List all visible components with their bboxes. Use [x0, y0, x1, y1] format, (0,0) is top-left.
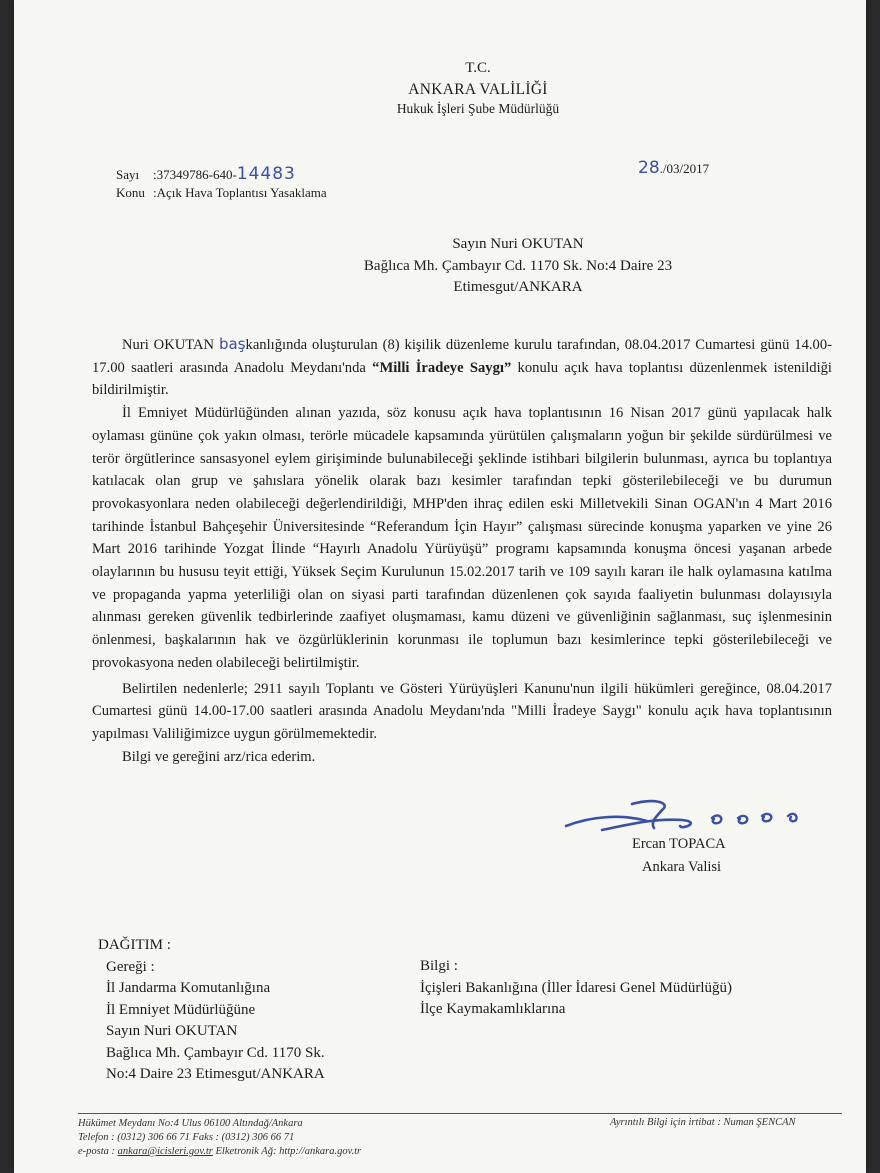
distribution-right	[420, 956, 732, 1021]
bilgi-item: İçişleri Bakanlığına (İller İdaresi Genel Müdürlüğü)	[420, 979, 732, 996]
recipient-name: Sayın Nuri OKUTAN	[452, 236, 584, 252]
distribution-heading: DAĞITIM :	[98, 937, 171, 953]
konu-value: :Açık Hava Toplantısı Yasaklama	[153, 185, 327, 200]
date-handwritten-day: 28	[638, 158, 660, 178]
sayi-line	[116, 164, 296, 184]
email-link[interactable]: ankara@icisleri.gov.tr	[117, 1146, 213, 1157]
gereği-item: No:4 Daire 23 Etimesgut/ANKARA	[106, 1066, 325, 1082]
paragraph-1: Nuri OKUTAN başkanlığında oluşturulan (8) kişilik düzenleme kurulu tarafından, 08.04.2017 Cumartesi günü 14.00-17.00 saatleri arasında Anadolu Meydanı'nda “Milli İradeye Saygı” konulu açık hava toplantısı düzenlenmek istenildiği bildirilmiştir.	[92, 335, 832, 399]
footer-phone: Telefon : (0312) 306 66 71 Faks : (0312) 306 66 71	[78, 1132, 295, 1143]
date-line	[638, 158, 709, 178]
header-tc: T.C.	[465, 60, 491, 76]
paragraph-2: İl Emniyet Müdürlüğünden alınan yazıda, söz konusu açık hava toplantısının 16 Nisan 2017 günü yapılacak halk oylaması gününe çok yakın olması, terörle mücadele kapsamında yürütülen çalışmaların yoğun bir şekilde sürdürülmesi ve terör örgütlerince sansasyonel eylem girişiminde bulunabileceği şeklinde istihbari bilgilerin bulunması, ayrıca bu toplantıya katılacak olan grup ve şahıslara yönelik olarak bazı kesimler tarafından tepki gösterilebileceği ve bu durumun provokasyonlara neden olabileceği değerlendirildiği, MHP'den ihraç edilen eski Milletvekili Sinan OGAN'ın 4 Mart 2016 tarihinde İstanbul Bahçeşehir Üniversitesinde “Referandum İçin Hayır” çalışması sürecinde konuşma yaparken ve yine 26 Mart 2016 tarihinde Yozgat İlinde “Hayırlı Anadolu Yürüyüşü” programı kapsamında konuşma öncesi yaşanan arbede olaylarının bu hususu teyit ettiği, Yüksek Seçim Kurulunun 15.02.2017 tarih ve 109 sayılı kararı ile halk oylamasına katılma ve propaganda yapma yeterliliği olan on siyasi parti tarafından düzenlenen çok sayıda faaliyetin bulunması dolayısıyla alınması gereken güvenlik tedbirlerinde zaafiyet oluşmaması, kamu düzeni ve güvenliğinin sağlanması, suç işlenmesinin önlenmesi, başkalarının hak ve özgürlüklerinin korunması ile toplumun bazı kesimlerince tepki gösterilebileceği ve provokasyona neden olabileceği belirtilmiştir.	[92, 405, 832, 671]
footer-contact-line: e-posta : ankara@icisleri.gov.tr Elketronik Ağ: http://ankara.gov.tr	[78, 1146, 362, 1157]
date-rest: ./03/2017	[659, 161, 710, 176]
konu-line	[116, 185, 327, 201]
signatory-title: Ankara Valisi	[642, 859, 722, 875]
sayi-label: Sayı	[116, 167, 140, 182]
paragraph-3: Belirtilen nedenlerle; 2911 sayılı Toplantı ve Gösteri Yürüyüşleri Kanunu'nun ilgili hükümleri gereğince, 08.04.2017 Cumartesi günü 14.00-17.00 saatleri arasında Anadolu Meydanı'nda "Milli İradeye Saygı" konulu açık hava toplantısının yapılması Valiliğimizce uygun görülmemektedir.	[92, 680, 832, 742]
footer-contact-person: Ayrıntılı Bilgi için irtibat : Numan ŞENCAN	[610, 1117, 796, 1128]
handwritten-correction: baş	[219, 335, 246, 353]
document-page	[14, 0, 866, 1173]
footer-address	[78, 1117, 361, 1159]
footer-street: Hükümet Meydanı No:4 Ulus 06100 Altındağ/Ankara	[78, 1118, 303, 1129]
distribution-left	[98, 935, 325, 1086]
header-department: Hukuk İşleri Şube Müdürlüğü	[396, 101, 560, 116]
bilgi-item: İlçe Kaymakamlıklarına	[420, 1001, 566, 1017]
gereği-item: Sayın Nuri OKUTAN	[106, 1023, 238, 1039]
paragraph-4: Bilgi ve gereğini arz/rica ederim.	[122, 748, 316, 765]
recipient-city: Etimesgut/ANKARA	[453, 279, 583, 295]
sayi-handwritten-number: 14483	[236, 164, 296, 184]
footer-rule	[78, 1113, 842, 1114]
bilgi-label: Bilgi :	[420, 958, 458, 974]
gereği-item: Bağlıca Mh. Çambayır Cd. 1170 Sk.	[106, 1044, 325, 1061]
letter-body	[92, 333, 832, 768]
gereği-label: Gereği :	[106, 958, 155, 975]
recipient-address: Bağlıca Mh. Çambayır Cd. 1170 Sk. No:4 Daire 23	[363, 258, 673, 274]
event-title: “Milli İradeye Saygı”	[372, 359, 512, 376]
signatory-name: Ercan TOPACA	[632, 836, 726, 852]
gereği-item: İl Jandarma Komutanlığına	[106, 980, 271, 996]
konu-label: Konu	[116, 185, 145, 200]
header-governorship: ANKARA VALİLİĞİ	[408, 81, 548, 98]
website-text: Elketronik Ağ: http://ankara.gov.tr	[212, 1146, 362, 1157]
sayi-value: :37349786-640-	[153, 167, 237, 182]
gereği-item: İl Emniyet Müdürlüğüne	[106, 1001, 256, 1018]
